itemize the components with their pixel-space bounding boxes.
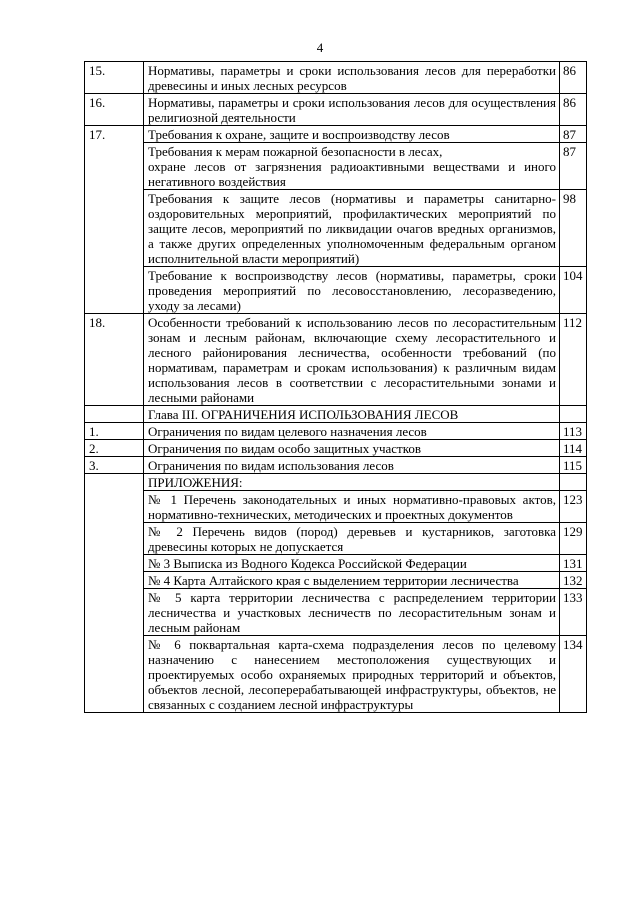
section-title: № 1 Перечень законодательных и иных нормативно-правовых актов, нормативно-технических, методических и проектных документов	[144, 491, 560, 523]
toc-body	[85, 62, 587, 713]
toc-row	[85, 572, 587, 589]
section-number	[85, 474, 144, 713]
page-ref	[560, 406, 587, 423]
section-title: Особенности требований к использованию лесов по лесорастительным зонам и лесным районам, включающие схему лесорастительного и лесного районирования лесничества, особенности требований (по нормативам, параметрам и срокам использования) к различным видам использования лесов в соответствии с лесорастительными зонами и лесными районами	[144, 314, 560, 406]
toc-row	[85, 423, 587, 440]
section-title: Требование к воспроизводству лесов (нормативы, параметры, сроки проведения мероприятий по лесовосстановлению, лесоразведению, уходу за лесами)	[144, 267, 560, 314]
toc-row	[85, 523, 587, 555]
toc-row	[85, 126, 587, 143]
section-number: 2.	[85, 440, 144, 457]
toc-row	[85, 457, 587, 474]
toc-row	[85, 314, 587, 406]
page-ref: 87	[560, 126, 587, 143]
section-number	[85, 406, 144, 423]
section-number: 3.	[85, 457, 144, 474]
section-number: 15.	[85, 62, 144, 94]
page-ref: 134	[560, 636, 587, 713]
toc-row	[85, 267, 587, 314]
section-number: 1.	[85, 423, 144, 440]
section-title: № 4 Карта Алтайского края с выделением территории лесничества	[144, 572, 560, 589]
section-title: Глава III. ОГРАНИЧЕНИЯ ИСПОЛЬЗОВАНИЯ ЛЕСОВ	[144, 406, 560, 423]
page-ref: 133	[560, 589, 587, 636]
toc-row	[85, 440, 587, 457]
section-title: № 6 поквартальная карта-схема подразделения лесов по целевому назначению с нанесением местоположения существующих и проектируемых особо охраняемых природных территорий и объектов, объектов лесной, лесоперерабатывающей инфраструктуры, объектов, не связанных с созданием лесной инфраструктуры	[144, 636, 560, 713]
page-number: 4	[316, 40, 324, 55]
page-ref: 114	[560, 440, 587, 457]
section-title: Требования к охране, защите и воспроизводству лесов	[144, 126, 560, 143]
page-ref: 86	[560, 94, 587, 126]
page-ref: 129	[560, 523, 587, 555]
page-ref: 112	[560, 314, 587, 406]
section-number: 17.	[85, 126, 144, 314]
section-title: № 5 карта территории лесничества с распределением территории лесничества и участковых лесничеств по лесорастительным зонам и лесным районам	[144, 589, 560, 636]
toc-row	[85, 491, 587, 523]
toc-row	[85, 94, 587, 126]
toc-table	[84, 61, 587, 713]
section-title: Ограничения по видам целевого назначения лесов	[144, 423, 560, 440]
section-title: Ограничения по видам использования лесов	[144, 457, 560, 474]
page-ref: 115	[560, 457, 587, 474]
section-title: Нормативы, параметры и сроки использования лесов для осуществления религиозной деятельности	[144, 94, 560, 126]
section-title: Требования к защите лесов (нормативы и параметры санитарно-оздоровительных мероприятий, профилактических мероприятий по защите лесов, мероприятий по ликвидации очагов вредных организмов, а также других определенных уполномоченным федеральным органом исполнительной власти мероприятий)	[144, 190, 560, 267]
page-ref: 113	[560, 423, 587, 440]
section-title: Ограничения по видам особо защитных участков	[144, 440, 560, 457]
page-ref	[560, 474, 587, 491]
section-title: № 3 Выписка из Водного Кодекса Российской Федерации	[144, 555, 560, 572]
toc-row	[85, 589, 587, 636]
page-ref: 132	[560, 572, 587, 589]
section-number: 18.	[85, 314, 144, 406]
section-title: Нормативы, параметры и сроки использования лесов для переработки древесины и иных лесных ресурсов	[144, 62, 560, 94]
section-title: ПРИЛОЖЕНИЯ:	[144, 474, 560, 491]
section-number: 16.	[85, 94, 144, 126]
toc-row	[85, 143, 587, 190]
section-title: № 2 Перечень видов (пород) деревьев и кустарников, заготовка древесины которых не допускается	[144, 523, 560, 555]
page-ref: 123	[560, 491, 587, 523]
toc-row	[85, 474, 587, 491]
toc-row	[85, 190, 587, 267]
page-ref: 131	[560, 555, 587, 572]
toc-row	[85, 406, 587, 423]
section-title: Требования к мерам пожарной безопасности в лесах, охране лесов от загрязнения радиоактивными веществами и иного негативного воздействия	[144, 143, 560, 190]
toc-row	[85, 62, 587, 94]
page-ref: 98	[560, 190, 587, 267]
page-ref: 104	[560, 267, 587, 314]
page-ref: 87	[560, 143, 587, 190]
toc-row	[85, 636, 587, 713]
toc-row	[85, 555, 587, 572]
page-ref: 86	[560, 62, 587, 94]
